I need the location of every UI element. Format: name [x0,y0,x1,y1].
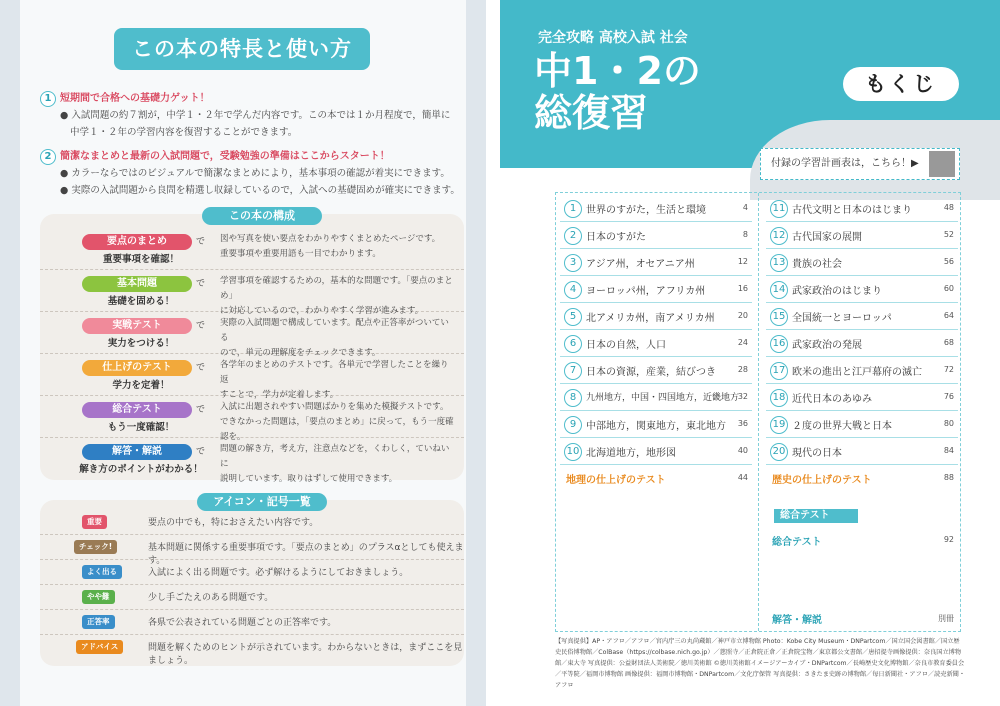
structure-desc: 入試に出題されやすい問題ばかりを集めた模擬テストです。 できなかった問題は，「要点のまとめ」に戻って，もう一度確認を。 [220,402,454,442]
photo-credits: 【写真提供】AP・アフロ／アフロ／宮内庁三の丸尚蔵館／神戸市立博物館 Photo：Kobe City Museum・DNPartcom／国立国会図書館／国立歴史民俗博物館／ColBase（https://colbase.nich.go.jp）／慈照寺／正倉院正倉／正倉院宝物／東京都公文書館／唐招提寺画像提供：奈良国立博物館／東大寺 写真提供：公益財団法人美術院／徳川美術館 ©徳川美術館イメージアーカイブ・DNPartcom／長崎歴史文化博物館／奈良市教育委員会／平等院／福岡市博物館 画像提供：福岡市博物館・DNPartcom／文化庁保管 写真提供：さきたま史跡の博物館／毎日新聞社・アフロ／読売新聞・アフロ [555,638,966,689]
structure-tag: 仕上げのテスト [82,360,192,376]
toc-item[interactable]: 12 古代国家の展開 52 [766,222,958,249]
toc-item[interactable]: 10 北海道地方，地形図 40 [560,438,752,465]
series-name: 完全攻略 高校入試 社会 [538,30,688,46]
toc-item[interactable]: 15 全国統一とヨーロッパ 64 [766,303,958,330]
book-title: 中1・2の 総復習 [534,49,701,135]
feature-number: 1 [40,91,56,107]
toc-item[interactable]: 7 日本の資源，産業，結びつき 28 [560,357,752,384]
right-page [500,0,1000,706]
important-icon: 重要 [82,515,107,529]
toc-item[interactable]: 8 九州地方，中国・四国地方，近畿地方 32 [560,384,752,411]
icon-row: やや難 少し手ごたえのある問題です。 [40,585,464,610]
toc-item[interactable]: 13 貴族の社会 56 [766,249,958,276]
structure-row: 要点のまとめ で 重要事項を確認！ 図や写真を使い要点をわかりやすくまとめたページです。 重要事項や重要用語も一目でわかります。 [40,228,464,270]
feature-line: カラーならではのビジュアルで簡潔なまとめにより，基本事項の確認が着実にできます。 [71,168,450,179]
icons-title: アイコン・記号一覧 [197,493,327,511]
structure-tag: 実戦テスト [82,318,192,334]
toc-item[interactable]: 16 武家政治の発展 68 [766,330,958,357]
appendix-note[interactable]: 付録の学習計画表は，こちら！▶ [760,148,960,180]
feature-heading: 短期間で合格への基礎力ゲット！ [60,93,210,104]
features-title: この本の特長と使い方 [114,28,370,70]
structure-desc: 図や写真を使い要点をわかりやすくまとめたページです。 重要事項や重要用語も一目でわかります。 [220,234,441,259]
left-page-body [20,0,466,706]
feature-line: 実際の入試問題から良問を精選し収録しているので，入試への基礎固めが確実にできます。 [71,185,460,196]
toc-item[interactable]: 17 欧米の進出と江戸幕府の滅亡 72 [766,357,958,384]
toc-history-column [766,193,958,631]
structure-sub: 重要事項を確認！ [102,254,179,265]
toc-item[interactable]: 2 日本のすがた 8 [560,222,752,249]
icon-row: よく出る 入試によく出る問題です。必ず解けるようにしておきましょう。 [40,560,464,585]
icon-row: チェック! 基本問題に関係する重要事項です。「要点のまとめ」のプラスαとしても使えます。 [40,535,464,560]
feature-1: 1 短期間で合格への基礎力ゲット！ ● 入試問題の約７割が，中学１・２年で学んだ内容です。この本では１か月程度で，簡単に 中学１・２年の学習内容を復習することができます。 [40,90,460,141]
toc-item[interactable]: 19 ２度の世界大戦と日本 80 [766,411,958,438]
structure-desc: 各学年のまとめのテストです。各単元で学習したことを繰り返 すことで，学力が定着します。 [220,360,449,400]
toc-item[interactable]: 6 日本の自然，人口 24 [560,330,752,357]
feature-2: 2 簡潔なまとめと最新の入試問題で，受験勉強の準備はここからスタート！ ● カラーならではのビジュアルで簡潔なまとめにより，基本事項の確認が着実にできます。 ● 実際の入試問題から良問を精選し収録しているので，入試への基礎固めが確実にできます。 [40,148,460,199]
toc-item[interactable]: 9 中部地方，関東地方，東北地方 36 [560,411,752,438]
toc-item[interactable]: 1 世界のすがた，生活と環境 4 [560,195,752,222]
toc-item[interactable]: 4 ヨーロッパ州，アフリカ州 16 [560,276,752,303]
icon-row: 重要 要点の中でも，特におさえたい内容です。 [40,510,464,535]
toc-item[interactable]: 20 現代の日本 84 [766,438,958,465]
advice-icon: アドバイス [76,640,123,654]
left-page [0,0,486,706]
structure-sub: もう一度確認！ [107,422,175,433]
structure-row: 仕上げのテスト で 学力を定着！ 各学年のまとめのテストです。各単元で学習したことを繰り返 すことで，学力が定着します。 [40,354,464,396]
structure-desc: 実際の入試問題で構成しています。配点や正答率がついている ので，単元の理解度をチェックできます。 [220,318,449,358]
icons-box [40,495,464,666]
difficult-icon: やや難 [82,590,115,604]
structure-tag: 解答・解説 [82,444,192,460]
structure-title: この本の構成 [202,207,322,225]
structure-tag: 要点のまとめ [82,234,192,250]
toc-geography-column [560,193,752,631]
structure-sub: 学力を定着！ [112,380,170,391]
structure-desc: 学習事項を確認するための，基本的な問題です。「要点のまとめ」 に対応しているので，わかりやすく学習が進みます。 [220,276,453,316]
feature-line: 入試問題の約７割が，中学１・２年で学んだ内容です。この本では１か月程度で，簡単に [71,110,451,121]
toc-item[interactable]: 18 近代日本のあゆみ 76 [766,384,958,411]
toc-final-test[interactable]: 歴史の仕上げのテスト 88 [772,473,954,486]
structure-box [40,209,464,484]
accuracy-rate-icon: 正答率 [82,615,115,629]
structure-sub: 解き方のポイントがわかる！ [79,464,203,475]
feature-heading: 簡潔なまとめと最新の入試問題で，受験勉強の準備はここからスタート！ [60,151,390,162]
structure-row: 解答・解説 で 解き方のポイントがわかる！ 問題の解き方，考え方，注意点などを，くわしく，ていねいに 説明しています。取りはずして使用できます。 [40,438,464,480]
toc-answers[interactable]: 解答・解説 別冊 [772,614,954,626]
feature-number: 2 [40,149,56,165]
qr-code-icon[interactable] [929,151,955,177]
toc-item[interactable]: 11 古代文明と日本のはじまり 48 [766,195,958,222]
toc-item[interactable]: 5 北アメリカ州，南アメリカ州 20 [560,303,752,330]
toc-final-test[interactable]: 地理の仕上げのテスト 44 [566,473,748,486]
icon-row: 正答率 各県で公表されている問題ごとの正答率です。 [40,610,464,635]
structure-tag: 基本問題 [82,276,192,292]
contents-label: もくじ [843,67,959,101]
frequent-icon: よく出る [82,565,122,579]
column-divider [758,193,759,631]
structure-sub: 実力をつける！ [107,338,175,349]
comprehensive-test-heading: 総合テスト [774,509,858,523]
icon-row: アドバイス 問題を解くためのヒントが示されています。わからないときは，まずここを見ましょう。 [40,635,464,660]
check-icon: チェック! [74,540,117,554]
toc-item[interactable]: 3 アジア州，オセアニア州 12 [560,249,752,276]
structure-row: 総合テスト で もう一度確認！ 入試に出題されやすい問題ばかりを集めた模擬テストです。 できなかった問題は，「要点のまとめ」に戻って，もう一度確認を。 [40,396,464,438]
structure-sub: 基礎を固める！ [107,296,175,307]
structure-desc: 問題の解き方，考え方，注意点などを，くわしく，ていねいに 説明しています。取りはずして使用できます。 [220,444,450,484]
toc-comprehensive-test[interactable]: 総合テスト 92 [772,535,954,548]
structure-row: 実戦テスト で 実力をつける！ 実際の入試問題で構成しています。配点や正答率がついている ので，単元の理解度をチェックできます。 [40,312,464,354]
table-of-contents [555,192,961,632]
structure-tag: 総合テスト [82,402,192,418]
feature-line: 中学１・２年の学習内容を復習することができます。 [70,127,298,138]
toc-item[interactable]: 14 武家政治のはじまり 60 [766,276,958,303]
structure-row: 基本問題 で 基礎を固める！ 学習事項を確認するための，基本的な問題です。「要点のまとめ」 に対応しているので，わかりやすく学習が進みます。 [40,270,464,312]
